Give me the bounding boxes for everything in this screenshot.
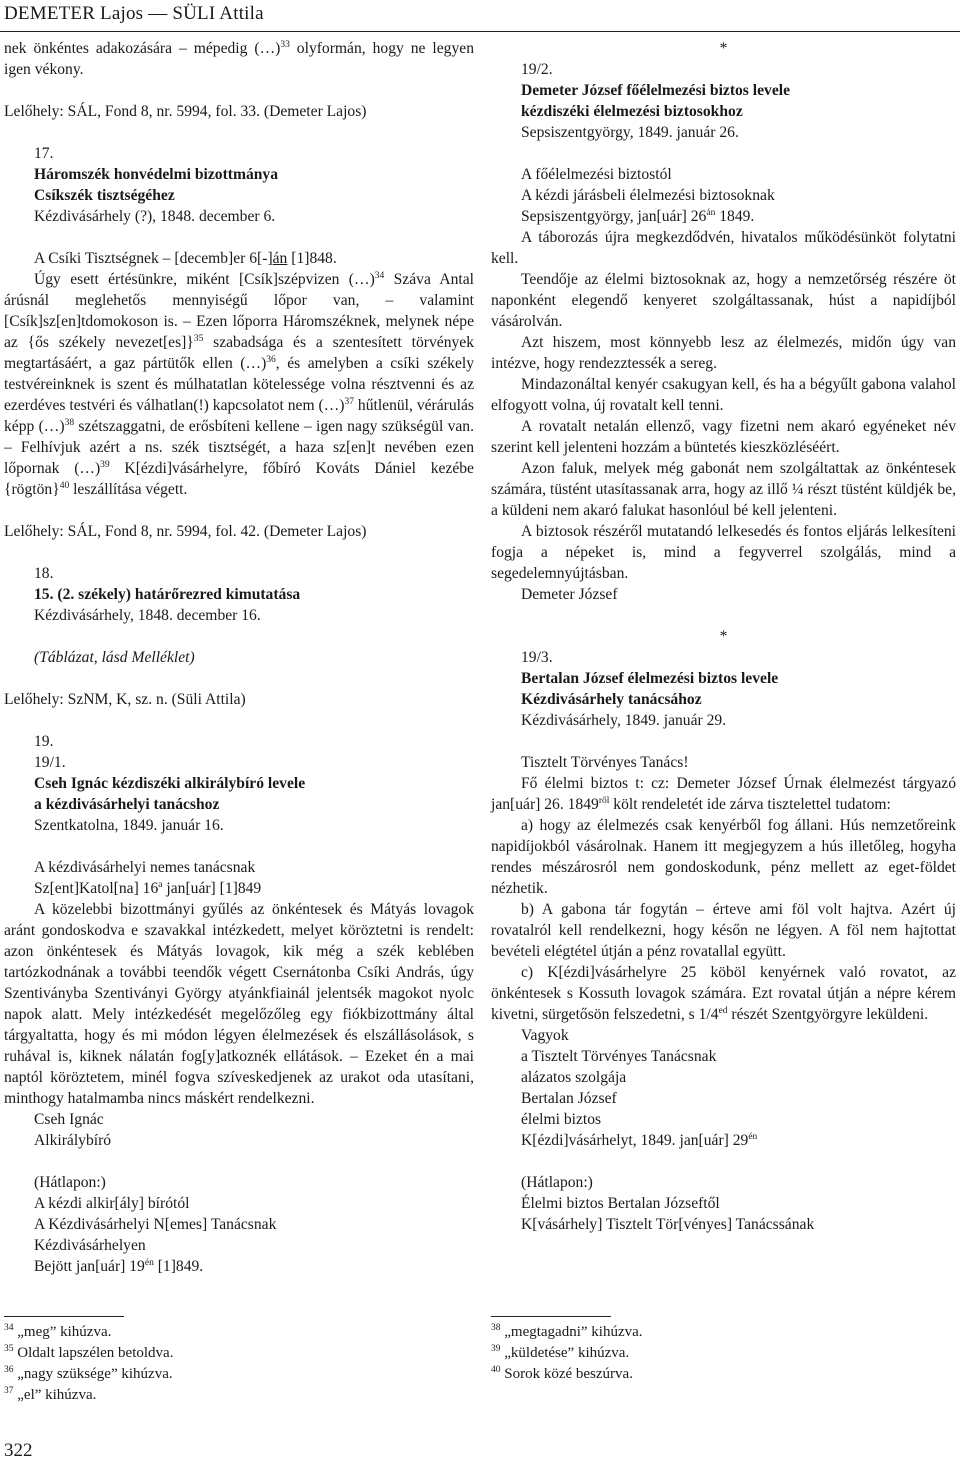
doc19-1-signature-title: Alkirálybíró [34,1132,112,1149]
doc19-3-back-line2: K[vásárhely] Tisztelt Tör[vényes] Tanácssának [521,1216,815,1233]
doc19-3-title-line2: Kézdivásárhely tanácsához [521,691,702,708]
doc19-1-place-date: Szentkatolna, 1849. január 16. [34,817,224,834]
doc19-3-item-c: c) K[ézdi]vásárhelyre 25 köböl kenyérnek való rovatot, az önkéntesek s Kossuth lovagok számára. Ezt rovatal útján a népre kérem kivetni, sürgetősön felszedetni, s $1/4^{ed}$ részét Szentgyörgyre leküldeni. [491,964,956,1023]
footnote-35: $^{35}$ Oldalt lapszélen betoldva. [4,1344,174,1361]
footnote-rule-right [491,1316,611,1317]
footnote-ref-39[interactable]: 39 [100,459,110,470]
running-header: DEMETER Lajos — SÜLI Attila [4,3,264,24]
footnote-rule-left [4,1316,124,1317]
doc19-3-closing-3: alázatos szolgája [521,1069,627,1086]
footnote-ref-33[interactable]: 33 [280,39,290,50]
doc19-2-paragraph-2: Teendője az élelmi biztosoknak az, hogy a nemzetőrség részére öt naponként elegendő kenyeret szolgáltassanak, húst a napidíjból vásárolván. [491,271,956,330]
doc19-3-back-label: (Hátlapon:) [521,1174,593,1191]
footnote-36: $^{36}$ „nagy szüksége” kihúzva. [4,1365,173,1382]
section-separator-star: * [719,40,728,57]
doc19-3-place-date: Kézdivásárhely, 1849. január 29. [521,712,727,729]
footnote-38: $^{38}$ „megtagadni” kihúzva. [491,1323,643,1340]
doc19-3-number: 19/3. [521,649,553,666]
doc19-2-paragraph-5: A rovatalt netalán ellenző, vagy fizetni nem akaró egyéneket név szerint kell jelenteni hozzám a büntetés kieszközléséért. [491,418,956,456]
doc19-1-addressee: A kézdivásárhelyi nemes tanácsnak [34,859,256,876]
doc17-source: Lelőhely: SÁL, Fond 8, nr. 5994, fol. 42. (Demeter Lajos) [4,523,367,540]
doc19-2-title-line2: kézdiszéki élelmezési biztosokhoz [521,103,743,120]
doc17-body: Úgy esett értésünkre, miként [Csík]szépvizen (…)$^{34}$ Száva Antal árúsnál meglehetős mennyiségű lőpor van, – valamint [Csík]sz[en]tdomokoson is. – Ezen lőporra Háromszéknek, melynek népe az {ős székely nevezet[es]}$^{35}$ szabadsága és a szentesített törvények megtartásáért, a gaz pártütők ellen (…)$^{36}$, és amelyben a csíki székely testvéreinknek is szent és múlhatatlan kötelessége volna résztvenni és az ezerdéves testvéri és válhatlan(!) kapcsolatot nem (…)$^{37}$ hűtlenül, vérárulás képp (…)$^{38}$ szétszaggatni, de erősbíteni kellene – igen nagy szükségül van. – Felhívjuk azért a ns. szék tisztségét, a haza sz[en]t nevében ezen lőpornak (…)$^{39}$ K[ézdi]vásárhelyre, főbíró Kováts Dániel kezébe {rögtön}$^{40}$ leszállítása végett. [4,270,475,498]
doc19-2-paragraph-1: A táborozás újra megkezdődvén, hivatalos működésünköt folytatni kell. [491,229,956,267]
left-column [4,38,474,1277]
right-column [491,38,956,1235]
footnote-ref-40[interactable]: 40 [59,480,70,491]
doc17-number: 17. [34,145,54,162]
footnote-39: $^{39}$ „küldetése” kihúzva. [491,1344,630,1361]
doc17-place-date: Kézdivásárhely (?), 1848. december 6. [34,208,276,225]
doc19-1-back-line3: Kézdivásárhelyen [34,1237,146,1254]
footnote-ref-36[interactable]: 36 [266,354,276,365]
footnote-ref-37[interactable]: 37 [344,396,354,407]
doc19-3-item-b: b) A gabona tár fogytán – érteve ami föl volt hajtva. Azért új rovatalról kell rendelkezni, hogy későn ne légyen. A föl nem hajtottat bevételi elégtétel útján a pénz rovatallal együtt. [491,901,956,960]
doc19-3-closing-4: Bertalan József [521,1090,617,1107]
footnote-40: $^{40}$ Sorok közé beszúrva. [491,1365,633,1382]
doc19-1-title-line1: Cseh Ignác kézdiszéki alkirálybíró levele [34,775,306,792]
doc19-1-dateline: Sz[ent]Katol[na] 16$^a$ jan[uár] [1]849 [34,879,262,897]
section-separator-star: * [719,628,728,645]
doc19-3-title-line1: Bertalan József élelmezési biztos levele [521,670,779,687]
doc18-place-date: Kézdivásárhely, 1848. december 16. [34,607,261,624]
doc17-title-line1: Háromszék honvédelmi bizottmánya [34,166,279,183]
doc19-3-greeting: Tisztelt Törvényes Tanács! [521,754,689,771]
footnotes-right [491,1322,956,1385]
doc19-2-paragraph-7: A biztosok részéről mutatandó lelkesedés és fontos eljárás lelkesíteni fogja a népeket is, mind a fegyverrel szolgálás, mind a segedelemnyújtásban. [491,523,956,582]
doc19-2-signature: Demeter József [521,586,618,603]
doc19-3-closing-1: Vagyok [521,1027,569,1044]
doc19-2-place-date: Sepsiszentgyörgy, 1849. január 26. [521,124,739,141]
doc19-3-paragraph-1: Fő élelmi biztos t: cz: Demeter József Úrnak élelmezést tárgyazó jan[uár] 26. $1849^{ről}$ költ rendeletét ide zárva tisztelettel tudatom: [491,775,956,813]
footnote-ref-35[interactable]: 35 [193,333,204,344]
doc19-3-item-a: a) hogy az élelmezés csak kenyérből fog állani. Hús nemzetőreink napidíjokból vásárolnak. Hanem itt megjegyzem a hús illetőleg, hogyha rendes mészárosról nem gondoskodunk, pénz mellett az eget-földet nézhetik. [491,817,956,897]
doc19-2-paragraph-3: Azt hiszem, most könnyebb lesz az élelmezés, midőn úgy van intézve, hogy rendezztessék a sereg. [491,334,956,372]
doc19-3-closing-5: élelmi biztos [521,1111,602,1128]
doc19-2-dateline: Sepsiszentgyörgy, jan[uár] $26^{án}$ 1849. [521,207,755,225]
continued-paragraph: nek önkéntes adakozására – mépedig (…)$^{33}$ olyformán, hogy ne legyen igen vékony. [4,39,474,78]
doc19-number: 19. [34,733,54,750]
doc19-1-signature-name: Cseh Ignác [34,1111,104,1128]
doc19-1-body: A közelebbi bizottmányi gyűlés az önkéntesek és Mátyás lovagok aránt gondoskodva e szavakkal intézkedett, melyet köröztetni is rendelt: azon önkéntesek és Mátyás lovagok, kik még a szék keblében tartózkodnának a további teendők végett Csernátonba Csíki András, úgy Szentiványba Szentiványi György atyánkfiainál jelentsék magokot nyolc napok alatt. Mely intézkedését megelőzőleg egy fiókbizottmány által tárgyaltatta, hogy és mi módon légyen élelmezések és elszállásolások, s ruhával is, kiknek nálatán fog[y]atkoznék ellátások. – Ezeket én a mai naptól köröztetem, minél fogva szíveskedjenek az urakot oda utasítani, minthogy hatalmamba nincs máskért rendelkezni. [4,901,474,1107]
footnote-37: $^{37}$ „el” kihúzva. [4,1386,97,1403]
doc19-1-back-label: (Hátlapon:) [34,1174,106,1191]
doc19-2-number: 19/2. [521,61,553,78]
footnote-ref-34[interactable]: 34 [374,270,385,281]
footnote-34: $^{34}$ „meg” kihúzva. [4,1323,112,1340]
doc19-1-number: 19/1. [34,754,66,771]
doc19-2-paragraph-4: Mindazonáltal kenyér csakugyan kell, és ha a bégyűlt gabona valahol elfogyott volna, új rovatalt kell tenni. [491,376,956,414]
doc19-2-title-line1: Demeter József főélelmezési biztos levele [521,82,790,99]
doc17-addressee: A Csíki Tisztségnek – [decemb]er 6[-]án [1]848. [34,250,337,267]
doc19-1-back-line2: A Kézdivásárhelyi N[emes] Tanácsnak [34,1216,277,1233]
doc18-title: 15. (2. székely) határőrezred kimutatása [34,586,301,603]
doc19-3-closing-2: a Tisztelt Törvényes Tanácsnak [521,1048,717,1065]
doc19-3-closing-6: K[ézdi]vásárhelyt, 1849. jan[uár] $29^{én}$ [521,1131,758,1149]
doc19-2-from: A főélelmezési biztostól [521,166,672,183]
doc18-number: 18. [34,565,54,582]
doc18-table-note: (Táblázat, lásd Melléklet) [34,649,195,666]
doc19-3-back-line1: Élelmi biztos Bertalan Józseftől [521,1195,720,1212]
doc17-title-line2: Csíkszék tisztségéhez [34,187,175,204]
doc19-2-paragraph-6: Azon faluk, melyek még gabonát nem szolgáltattak az önkéntesek számára, tüstént utasítassanak arra, hogy az illő ¼ részt tüstént küldjék be, a küldeni nem akaró falukat hasonlóul bé kell jelenteni. [491,460,956,519]
header-rule [0,31,960,32]
footnotes-left [4,1322,474,1406]
footnote-ref-38[interactable]: 38 [64,417,75,428]
page-number: 322 [4,1440,33,1461]
source-line: Lelőhely: SÁL, Fond 8, nr. 5994, fol. 33. (Demeter Lajos) [4,103,367,120]
doc19-1-back-line4: Bejött jan[uár] $19^{én}$ [1]849. [34,1257,204,1275]
doc19-1-back-line1: A kézdi alkir[ály] bírótól [34,1195,190,1212]
doc19-2-to: A kézdi járásbeli élelmezési biztosoknak [521,187,775,204]
doc19-1-title-line2: a kézdivásárhelyi tanácshoz [34,796,220,813]
doc18-source: Lelőhely: SzNM, K, sz. n. (Süli Attila) [4,691,246,708]
